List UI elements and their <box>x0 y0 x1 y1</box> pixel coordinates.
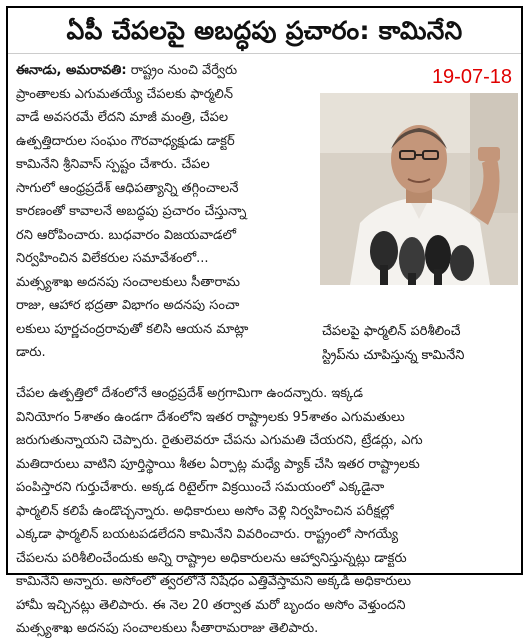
article-line: వినియోగం 5శాతం ఉండగా దేశంలోని ఇతర రాష్ట్రాలకు 95శాతం ఎగుమతులు <box>16 409 405 425</box>
article-line <box>16 59 314 83</box>
article-line: మత్స్యశాఖ అదనపు సంచాలకులు సీతారామ <box>16 274 240 290</box>
article-line: లకులు పూర్ణచంద్రరావుతో కలిసి ఆయన మాట్లా <box>16 321 249 337</box>
article-line: సాగులో ఆంధ్రప్రదేశ్ ఆధిపత్యాన్ని తగ్గించాలనే <box>16 180 239 196</box>
article-body <box>8 55 521 636</box>
article-headline: ఏపీ చేపలపై అబద్ధపు ప్రచారం: కామినేని <box>8 8 521 54</box>
news-photo <box>320 93 518 285</box>
article-line: వాడే అవసరమే లేదని మాజీ మంత్రి, చేపల <box>16 110 229 125</box>
article-line-text: రాష్ట్రం నుంచి వేర్వేరు <box>126 63 238 78</box>
article-text-wide-column <box>16 382 513 641</box>
article-line: జరుగుతున్నాయని చెప్పారు. రైతులెవరూ చేపను ఎగుమతి చేయరని, ట్రేడర్లు, ఎగు <box>16 433 423 448</box>
article-line: మత్స్యశాఖ అదనపు సంచాలకులు సీతారామరాజు తెలిపారు. <box>16 621 319 636</box>
article-line: ఉత్పత్తిదారుల సంఘం గౌరవాధ్యక్షుడు డాక్టర్ <box>16 133 235 149</box>
photo-caption <box>322 320 518 367</box>
article-line: ప్రాంతాలకు ఎగుమతయ్యే చేపలకు ఫార్మలిన్ <box>16 86 233 102</box>
article-line: ఫార్మలిన్ కలిపే ఉండొచ్చన్నారు. అధికారులు అసోం వెళ్లి నిర్వహించిన పరీక్షల్లో <box>16 503 394 519</box>
article-line: కామినేని శ్రీనివాస్ స్పష్టం చేశారు. చేపల <box>16 157 210 172</box>
caption-line: చేపలపై ఫార్మలిన్ పరిశీలించే <box>322 324 461 339</box>
article-line: పంపిస్తారని గుర్తుచేశారు. అక్కడ రిటైల్‌గా విక్రయించే సమయంలో ఎక్కడైనా <box>16 480 385 495</box>
caption-line: స్ట్రిప్‌ను చూపిస్తున్న కామినేని <box>322 347 465 363</box>
article-line: చేపలను పరిశీలించేందుకు అన్ని రాష్ట్రాల అధికారులను ఆహ్వానిస్తున్నట్లు డాక్టరు <box>16 550 407 566</box>
article-line: హామీ ఇచ్చినట్లు తెలిపారు. ఈ నెల 20 తర్వాత మరో బృందం అసోం వెళ్తుందని <box>16 597 406 613</box>
article-line: నిర్వహించిన విలేకరుల సమావేశంలో... <box>16 251 209 266</box>
speaker-photo-illustration <box>320 93 518 285</box>
article-line: చేపల ఉత్పత్తిలో దేశంలోనే ఆంధ్రప్రదేశ్ అగ్రగామిగా ఉందన్నారు. ఇక్కడ <box>16 386 363 401</box>
article-text-narrow-column <box>16 59 314 365</box>
article-line: కారణంతో కావాలనే అబద్ధపు ప్రచారం చేస్తున్నా <box>16 204 247 219</box>
article-line: రాజు, ఆహార భద్రతా విభాగం అదనపు సంచా <box>16 298 240 313</box>
photo-area <box>320 59 518 285</box>
date-stamp: 19-07-18 <box>431 66 512 88</box>
article-line: డారు. <box>16 345 46 360</box>
article-line: రని ఆరోపించారు. బుధవారం విజయవాడలో <box>16 227 236 243</box>
news-clipping <box>6 6 523 636</box>
article-line: ఎక్కడా ఫార్మలిన్ బయటపడలేదని కామినేని వివరించారు. రాష్ట్రంలో సాగయ్యే <box>16 527 399 542</box>
article-line: మతిదారులు వాటిని పూర్తిస్థాయి శీతల ఏర్పాట్ల మధ్యే ప్యాక్ చేసి ఇతర రాష్ట్రాలకు <box>16 456 420 472</box>
article-line: కామినేని అన్నారు. అసోంలో త్వరలోనే నిషేధం ఎత్తివేస్తామని అక్కడి అధికారులు <box>16 574 412 589</box>
article-dateline: ఈనాడు, అమరావతి: <box>16 63 127 78</box>
